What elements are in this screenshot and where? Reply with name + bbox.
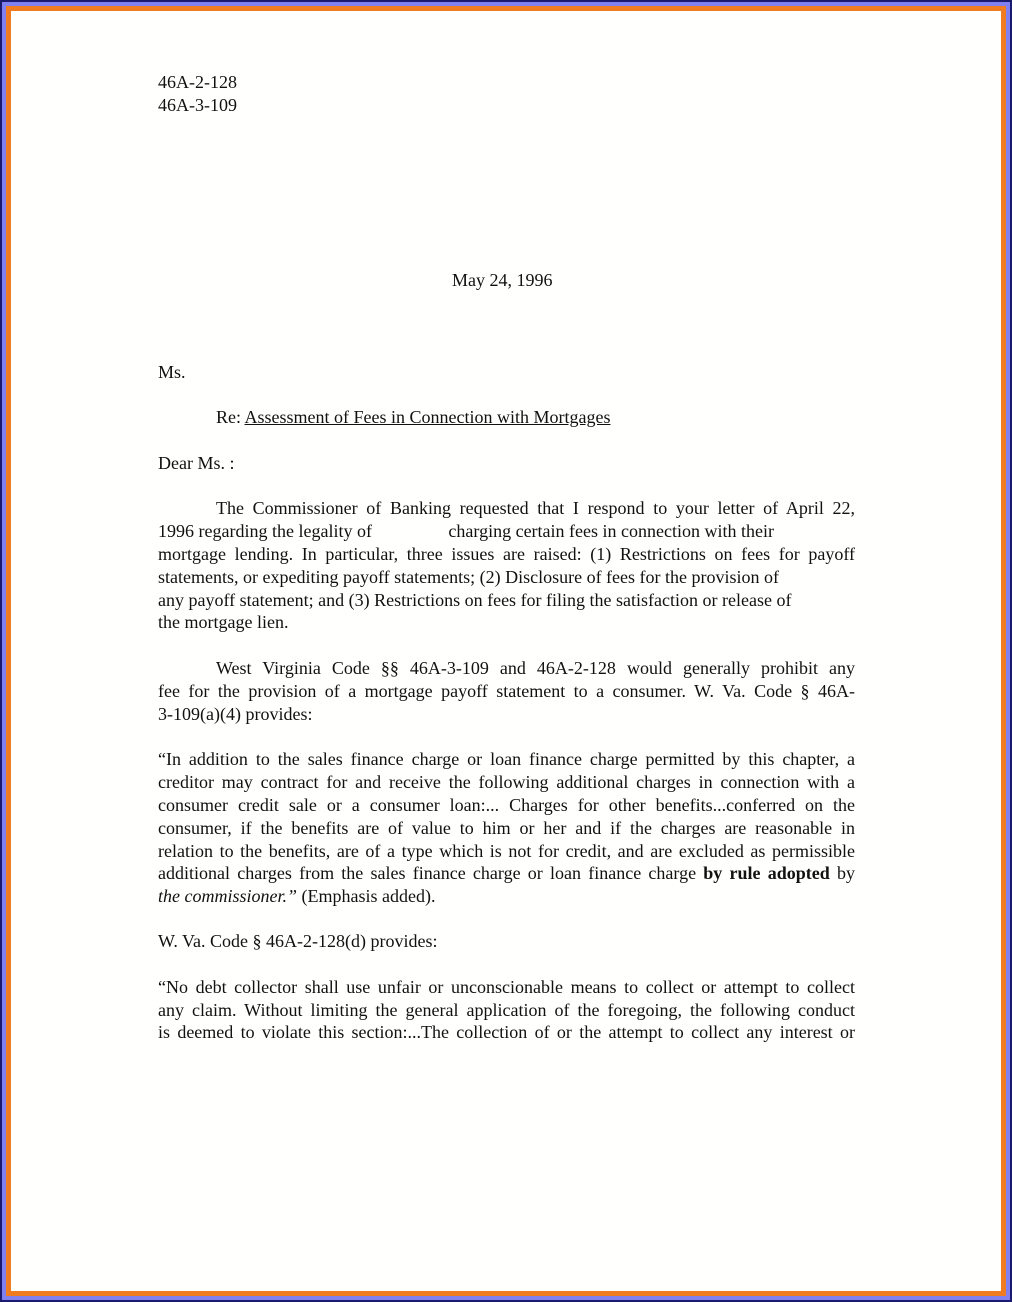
text-line — [158, 361, 855, 383]
text-line — [216, 406, 913, 428]
text-segment: any claim. Without limiting the general application of the foregoing, the following conduct — [158, 1000, 855, 1020]
text-segment: consumer, if the benefits are of value to him or her and if the charges are reasonable in — [158, 818, 855, 838]
text-segment: Dear Ms. : — [158, 453, 235, 473]
text-line — [158, 930, 855, 952]
text-segment: 46A-2-128 — [158, 72, 237, 92]
text-segment: relation to the benefits, are of a type which is not for credit, and are excluded as permissible — [158, 841, 855, 861]
text-line — [158, 862, 855, 884]
text-segment: 46A-3-109 — [158, 95, 237, 115]
text-segment: consumer credit sale or a consumer loan:... Charges for other benefits...conferred on the — [158, 795, 855, 815]
text-line — [158, 885, 855, 907]
text-segment: 3-109(a)(4) provides: — [158, 704, 313, 724]
text-segment: mortgage lending. In particular, three issues are raised: (1) Restrictions on fees for payoff — [158, 544, 855, 564]
italic-text: the commissioner.” — [158, 886, 297, 906]
document-page — [6, 6, 1006, 1296]
text-segment: W. Va. Code § 46A-2-128(d) provides: — [158, 931, 438, 951]
text-segment: May 24, 1996 — [452, 270, 553, 290]
text-line — [158, 976, 855, 998]
text-segment: additional charges from the sales finance charge or loan finance charge — [158, 863, 704, 883]
text-line — [158, 452, 855, 474]
text-line — [216, 497, 855, 519]
bold-text: by rule adopted — [703, 863, 830, 883]
text-segment: (Emphasis added). — [297, 886, 436, 906]
text-segment: “No debt collector shall use unfair or unconscionable means to collect or attempt to collect — [158, 977, 855, 997]
text-line — [452, 269, 1012, 291]
text-line — [158, 520, 855, 542]
text-line — [158, 771, 855, 793]
text-line — [158, 1021, 855, 1043]
text-line — [158, 94, 855, 116]
text-line — [158, 794, 855, 816]
text-segment: Re: — [216, 407, 245, 427]
text-line — [158, 611, 855, 633]
text-line — [216, 657, 855, 679]
text-line — [158, 748, 855, 770]
text-line — [158, 589, 855, 611]
text-segment: 1996 regarding the legality of charging certain fees in connection with their — [158, 521, 774, 541]
text-segment: statements, or expediting payoff statements; (2) Disclosure of fees for the provision of — [158, 567, 780, 587]
text-segment: creditor may contract for and receive the following additional charges in connection with a — [158, 772, 855, 792]
text-segment: any payoff statement; and (3) Restrictions on fees for filing the satisfaction or release of — [158, 590, 792, 610]
text-line — [158, 71, 855, 93]
text-segment: fee for the provision of a mortgage payoff statement to a consumer. W. Va. Code § 46A- — [158, 681, 855, 701]
text-segment: West Virginia Code §§ 46A-3-109 and 46A-2-128 would generally prohibit any — [216, 658, 855, 678]
text-line — [158, 680, 855, 702]
text-line — [158, 999, 855, 1021]
text-line — [158, 566, 855, 588]
text-line — [158, 817, 855, 839]
underlined-subject: Assessment of Fees in Connection with Mortgages — [244, 407, 611, 427]
text-segment: by — [829, 863, 855, 883]
text-segment: is deemed to violate this section:...The collection of or the attempt to collect any interest or — [158, 1022, 855, 1042]
text-segment: The Commissioner of Banking requested that I respond to your letter of April 22, — [216, 498, 855, 518]
text-segment: the mortgage lien. — [158, 612, 289, 632]
text-line — [158, 543, 855, 565]
text-line — [158, 703, 855, 725]
text-segment: Ms. — [158, 362, 186, 382]
text-segment: “In addition to the sales finance charge or loan finance charge permitted by this chapter, a — [158, 749, 855, 769]
text-line — [158, 840, 855, 862]
